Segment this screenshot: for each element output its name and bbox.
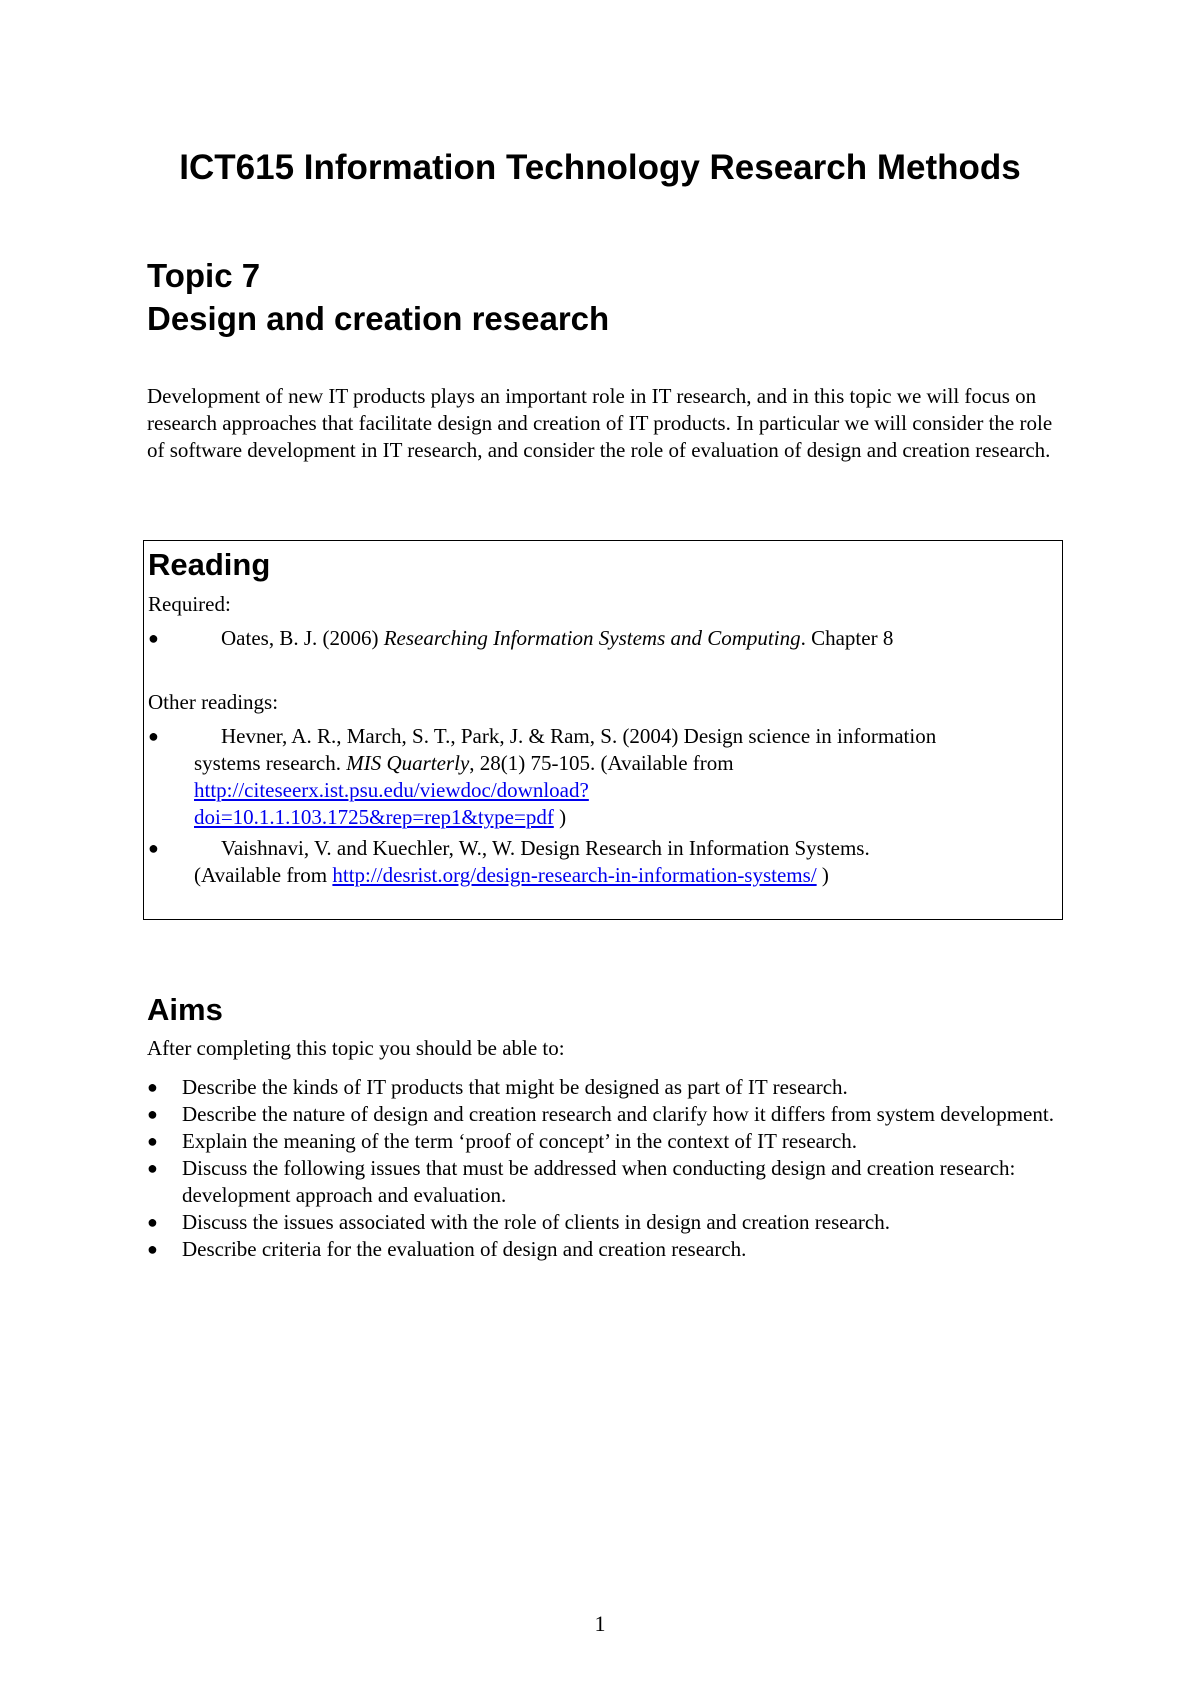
- reference-item: [148, 723, 1058, 831]
- aim-text: Describe the kinds of IT products that might be designed as part of IT research.: [182, 1075, 848, 1099]
- reference-text: ): [816, 863, 829, 887]
- bullet-icon: ●: [148, 628, 159, 648]
- list-item: [147, 1101, 1067, 1128]
- reading-box: [143, 540, 1063, 920]
- reference-item: [148, 625, 1058, 652]
- bullet-icon: ●: [147, 1104, 158, 1124]
- list-item: [147, 1155, 1067, 1209]
- intro-paragraph: Development of new IT products plays an important role in IT research, and in this topic we will focus on research approaches that facilitate design and creation of IT products. In particular we will consider the role of software development in IT research, and consider the role of evaluation of design and creation research.: [147, 384, 1053, 462]
- citeseerx-link[interactable]: http://citeseerx.ist.psu.edu/viewdoc/download?: [194, 778, 589, 802]
- reference-chapter: . Chapter 8: [800, 626, 894, 650]
- reference-item: [148, 835, 1058, 889]
- bullet-icon: ●: [147, 1131, 158, 1151]
- reference-text: , 28(1) 75-105. (Available from: [469, 751, 734, 775]
- aims-list: [147, 1074, 1067, 1263]
- citeseerx-link-continued[interactable]: doi=10.1.1.103.1725&rep=rep1&type=pdf: [194, 805, 554, 829]
- page-number: 1: [594, 1611, 606, 1636]
- topic-number: Topic 7: [147, 257, 261, 294]
- reference-line: Vaishnavi, V. and Kuechler, W., W. Design Research in Information Systems.: [221, 836, 870, 860]
- bullet-icon: ●: [147, 1158, 158, 1178]
- reference-text: (Available from: [194, 863, 333, 887]
- list-item: [147, 1074, 1067, 1101]
- reference-text: systems research.: [194, 751, 347, 775]
- bullet-icon: ●: [148, 838, 159, 858]
- aim-text: Describe the nature of design and creation research and clarify how it differs from system development.: [182, 1102, 1054, 1126]
- topic-title: Design and creation research: [147, 300, 610, 337]
- document-title: ICT615 Information Technology Research Methods: [179, 148, 1021, 187]
- required-label: Required:: [148, 592, 231, 616]
- bullet-icon: ●: [147, 1239, 158, 1259]
- bullet-icon: ●: [147, 1212, 158, 1232]
- list-item: [147, 1128, 1067, 1155]
- list-item: [147, 1236, 1067, 1263]
- desrist-link[interactable]: http://desrist.org/design-research-in-information-systems/: [332, 863, 817, 887]
- list-item: [147, 1209, 1067, 1236]
- aim-text: Explain the meaning of the term ‘proof of concept’ in the context of IT research.: [182, 1129, 858, 1153]
- reference-text: ): [553, 805, 567, 829]
- aims-intro: After completing this topic you should be able to:: [147, 1036, 565, 1060]
- bullet-icon: ●: [148, 726, 159, 746]
- reference-book-title: Researching Information Systems and Computing: [383, 626, 801, 650]
- reference-line: Hevner, A. R., March, S. T., Park, J. & Ram, S. (2004) Design science in information: [221, 724, 937, 748]
- reference-authors: Oates, B. J. (2006): [221, 626, 384, 650]
- other-readings-label: Other readings:: [148, 690, 279, 714]
- aims-heading: Aims: [147, 992, 223, 1027]
- aim-text: Discuss the following issues that must be addressed when conducting design and creation research: development approach and evaluation.: [182, 1156, 1016, 1207]
- bullet-icon: ●: [147, 1077, 158, 1097]
- reading-heading: Reading: [148, 547, 271, 582]
- reference-journal: MIS Quarterly: [346, 751, 470, 775]
- aim-text: Describe criteria for the evaluation of design and creation research.: [182, 1237, 747, 1261]
- aim-text: Discuss the issues associated with the role of clients in design and creation research.: [182, 1210, 890, 1234]
